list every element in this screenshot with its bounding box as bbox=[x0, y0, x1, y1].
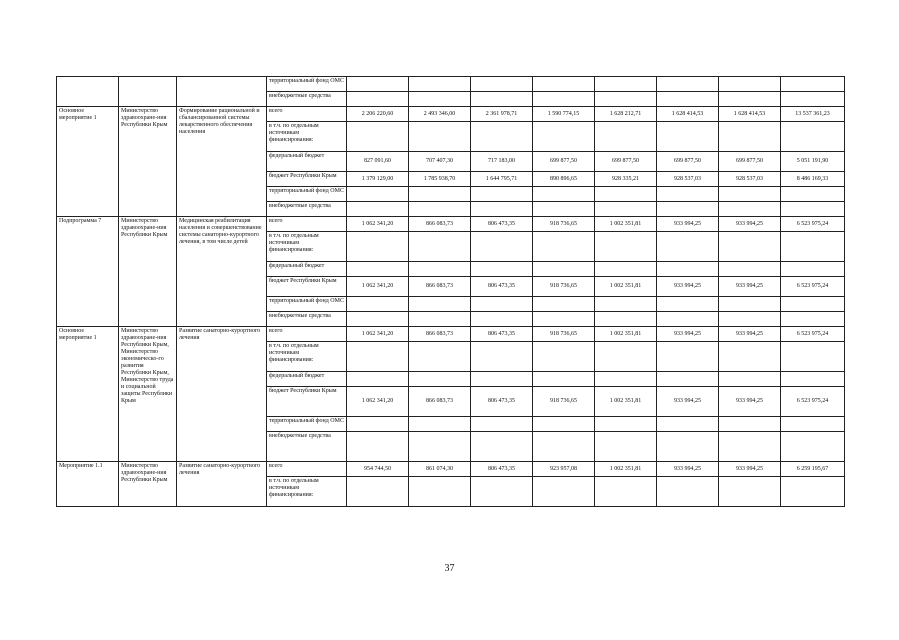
funding-source-cell: в т.ч. по отдельным источникам финансирования: bbox=[267, 342, 347, 372]
year-value-cell: 928 537,03 bbox=[719, 172, 781, 187]
year-value-cell: 918 736,65 bbox=[533, 217, 595, 232]
year-value-cell bbox=[657, 342, 719, 372]
year-value-cell: 827 091,60 bbox=[347, 152, 409, 172]
goal-cell bbox=[177, 77, 267, 107]
funding-source-cell: бюджет Республики Крым bbox=[267, 172, 347, 187]
year-value-cell bbox=[719, 122, 781, 152]
table-row bbox=[57, 107, 845, 122]
funding-source-cell: внебюджетные средства bbox=[267, 202, 347, 217]
year-value-cell bbox=[347, 77, 409, 92]
year-value-cell bbox=[409, 417, 471, 432]
year-value-cell bbox=[595, 122, 657, 152]
year-value-cell bbox=[657, 432, 719, 462]
year-value-cell: 707 407,30 bbox=[409, 152, 471, 172]
year-value-cell bbox=[657, 297, 719, 312]
year-value-cell bbox=[719, 232, 781, 262]
year-value-cell bbox=[533, 342, 595, 372]
year-value-cell bbox=[533, 187, 595, 202]
year-value-cell: 928 537,03 bbox=[657, 172, 719, 187]
year-value-cell bbox=[533, 122, 595, 152]
year-value-cell bbox=[657, 77, 719, 92]
year-value-cell bbox=[719, 77, 781, 92]
goal-cell: Развитие санаторно-курортного лечения bbox=[177, 327, 267, 462]
executor-cell: Министерство здравоохране-ния Республики Крым bbox=[119, 217, 177, 327]
year-value-cell bbox=[595, 417, 657, 432]
year-value-cell: 933 994,25 bbox=[657, 327, 719, 342]
year-value-cell: 1 590 774,15 bbox=[533, 107, 595, 122]
year-value-cell: 933 994,25 bbox=[657, 277, 719, 297]
year-value-cell: 806 473,35 bbox=[471, 462, 533, 477]
funding-source-cell: всего bbox=[267, 107, 347, 122]
year-value-cell bbox=[347, 417, 409, 432]
funding-source-cell: внебюджетные средства bbox=[267, 432, 347, 462]
year-value-cell bbox=[533, 372, 595, 387]
funding-source-cell: всего bbox=[267, 462, 347, 477]
total-value-cell: 6 523 975,24 bbox=[781, 217, 845, 232]
year-value-cell bbox=[657, 122, 719, 152]
year-value-cell bbox=[533, 312, 595, 327]
year-value-cell: 717 183,00 bbox=[471, 152, 533, 172]
year-value-cell bbox=[409, 477, 471, 507]
year-value-cell bbox=[347, 342, 409, 372]
year-value-cell: 933 994,25 bbox=[719, 387, 781, 417]
year-value-cell bbox=[533, 262, 595, 277]
year-value-cell bbox=[595, 232, 657, 262]
year-value-cell bbox=[471, 202, 533, 217]
year-value-cell bbox=[595, 342, 657, 372]
year-value-cell: 1 644 795,71 bbox=[471, 172, 533, 187]
funding-source-cell: в т.ч. по отдельным источникам финансирования: bbox=[267, 122, 347, 152]
year-value-cell: 933 994,25 bbox=[719, 462, 781, 477]
year-value-cell bbox=[347, 232, 409, 262]
year-value-cell bbox=[595, 187, 657, 202]
total-value-cell bbox=[781, 77, 845, 92]
total-value-cell bbox=[781, 372, 845, 387]
year-value-cell: 918 736,65 bbox=[533, 277, 595, 297]
year-value-cell: 1 002 351,81 bbox=[595, 327, 657, 342]
year-value-cell bbox=[595, 312, 657, 327]
year-value-cell bbox=[409, 202, 471, 217]
year-value-cell bbox=[595, 202, 657, 217]
year-value-cell: 933 994,25 bbox=[719, 277, 781, 297]
year-value-cell bbox=[657, 202, 719, 217]
year-value-cell: 1 062 341,20 bbox=[347, 217, 409, 232]
year-value-cell bbox=[719, 202, 781, 217]
year-value-cell bbox=[657, 92, 719, 107]
funding-source-cell: внебюджетные средства bbox=[267, 312, 347, 327]
total-value-cell bbox=[781, 297, 845, 312]
funding-source-cell: федеральный бюджет bbox=[267, 262, 347, 277]
year-value-cell bbox=[347, 312, 409, 327]
year-value-cell bbox=[719, 417, 781, 432]
total-value-cell bbox=[781, 262, 845, 277]
year-value-cell: 1 062 341,20 bbox=[347, 277, 409, 297]
year-value-cell: 1 062 341,20 bbox=[347, 387, 409, 417]
funding-source-cell: территориальный фонд ОМС bbox=[267, 417, 347, 432]
year-value-cell bbox=[533, 432, 595, 462]
year-value-cell: 806 473,35 bbox=[471, 387, 533, 417]
goal-cell: Формирование рациональной и сбалансированной системы лекарственного обеспечения населения bbox=[177, 107, 267, 217]
year-value-cell bbox=[347, 122, 409, 152]
year-value-cell: 933 994,25 bbox=[719, 217, 781, 232]
year-value-cell: 933 994,25 bbox=[719, 327, 781, 342]
total-value-cell bbox=[781, 92, 845, 107]
year-value-cell bbox=[595, 92, 657, 107]
year-value-cell bbox=[719, 312, 781, 327]
year-value-cell: 861 074,30 bbox=[409, 462, 471, 477]
executor-cell bbox=[119, 77, 177, 107]
year-value-cell bbox=[719, 92, 781, 107]
funding-source-cell: федеральный бюджет bbox=[267, 152, 347, 172]
year-value-cell: 866 083,73 bbox=[409, 327, 471, 342]
total-value-cell bbox=[781, 232, 845, 262]
year-value-cell bbox=[657, 187, 719, 202]
goal-cell: Развитие санаторно-курортного лечения bbox=[177, 462, 267, 507]
year-value-cell bbox=[719, 432, 781, 462]
year-value-cell: 699 877,50 bbox=[595, 152, 657, 172]
year-value-cell: 918 736,65 bbox=[533, 327, 595, 342]
table-body bbox=[57, 77, 845, 507]
year-value-cell: 1 628 414,53 bbox=[719, 107, 781, 122]
year-value-cell: 806 473,35 bbox=[471, 277, 533, 297]
year-value-cell bbox=[347, 372, 409, 387]
year-value-cell: 866 083,73 bbox=[409, 217, 471, 232]
year-value-cell: 1 002 351,81 bbox=[595, 387, 657, 417]
year-value-cell bbox=[657, 232, 719, 262]
year-value-cell: 1 785 938,70 bbox=[409, 172, 471, 187]
row-name-cell: Мероприятие 1.1 bbox=[57, 462, 119, 507]
row-name-cell: Основное мероприятие 1 bbox=[57, 107, 119, 217]
year-value-cell bbox=[595, 432, 657, 462]
row-name-cell bbox=[57, 77, 119, 107]
year-value-cell bbox=[409, 122, 471, 152]
year-value-cell: 923 957,08 bbox=[533, 462, 595, 477]
year-value-cell: 866 083,73 bbox=[409, 277, 471, 297]
year-value-cell bbox=[409, 432, 471, 462]
year-value-cell: 1 628 414,53 bbox=[657, 107, 719, 122]
year-value-cell bbox=[409, 187, 471, 202]
year-value-cell bbox=[471, 262, 533, 277]
year-value-cell: 806 473,35 bbox=[471, 217, 533, 232]
total-value-cell bbox=[781, 312, 845, 327]
total-value-cell: 6 523 975,24 bbox=[781, 387, 845, 417]
total-value-cell bbox=[781, 477, 845, 507]
funding-source-cell: бюджет Республики Крым bbox=[267, 387, 347, 417]
year-value-cell bbox=[409, 297, 471, 312]
year-value-cell bbox=[471, 372, 533, 387]
total-value-cell: 5 051 191,90 bbox=[781, 152, 845, 172]
year-value-cell bbox=[409, 262, 471, 277]
total-value-cell: 6 523 975,24 bbox=[781, 327, 845, 342]
year-value-cell: 1 002 351,81 bbox=[595, 217, 657, 232]
year-value-cell bbox=[471, 477, 533, 507]
total-value-cell: 6 523 975,24 bbox=[781, 277, 845, 297]
year-value-cell bbox=[719, 262, 781, 277]
funding-source-cell: бюджет Республики Крым bbox=[267, 277, 347, 297]
year-value-cell: 699 877,50 bbox=[719, 152, 781, 172]
year-value-cell bbox=[347, 187, 409, 202]
year-value-cell bbox=[347, 432, 409, 462]
total-value-cell bbox=[781, 342, 845, 372]
year-value-cell bbox=[471, 417, 533, 432]
year-value-cell bbox=[347, 297, 409, 312]
year-value-cell: 2 206 220,60 bbox=[347, 107, 409, 122]
table-row bbox=[57, 217, 845, 232]
year-value-cell bbox=[657, 262, 719, 277]
total-value-cell: 13 537 361,23 bbox=[781, 107, 845, 122]
year-value-cell: 1 062 341,20 bbox=[347, 327, 409, 342]
year-value-cell bbox=[409, 232, 471, 262]
year-value-cell: 699 877,50 bbox=[657, 152, 719, 172]
year-value-cell: 933 994,25 bbox=[657, 387, 719, 417]
funding-source-cell: в т.ч. по отдельным источникам финансирования: bbox=[267, 232, 347, 262]
year-value-cell: 2 493 346,00 bbox=[409, 107, 471, 122]
funding-source-cell: территориальный фонд ОМС bbox=[267, 77, 347, 92]
year-value-cell bbox=[595, 77, 657, 92]
year-value-cell bbox=[471, 92, 533, 107]
year-value-cell bbox=[533, 92, 595, 107]
budget-table bbox=[56, 76, 845, 507]
year-value-cell: 1 002 351,81 bbox=[595, 277, 657, 297]
table-row bbox=[57, 327, 845, 342]
year-value-cell bbox=[471, 432, 533, 462]
year-value-cell bbox=[471, 342, 533, 372]
year-value-cell bbox=[409, 77, 471, 92]
year-value-cell bbox=[409, 342, 471, 372]
funding-source-cell: в т.ч. по отдельным источникам финансирования: bbox=[267, 477, 347, 507]
year-value-cell: 890 896,65 bbox=[533, 172, 595, 187]
year-value-cell: 1 628 212,71 bbox=[595, 107, 657, 122]
row-name-cell: Подпрограмма 7 bbox=[57, 217, 119, 327]
year-value-cell: 699 877,50 bbox=[533, 152, 595, 172]
year-value-cell bbox=[471, 312, 533, 327]
year-value-cell: 806 473,35 bbox=[471, 327, 533, 342]
goal-cell: Медицинская реабилитация населения и совершенствование системы санаторно-курортного лечения, в том числе детей bbox=[177, 217, 267, 327]
year-value-cell bbox=[347, 92, 409, 107]
total-value-cell: 6 259 195,67 bbox=[781, 462, 845, 477]
year-value-cell bbox=[409, 312, 471, 327]
executor-cell: Министерство здравоохране-ния Республики Крым bbox=[119, 462, 177, 507]
year-value-cell bbox=[471, 122, 533, 152]
year-value-cell: 1 379 129,00 bbox=[347, 172, 409, 187]
total-value-cell bbox=[781, 202, 845, 217]
year-value-cell bbox=[471, 77, 533, 92]
year-value-cell bbox=[533, 417, 595, 432]
year-value-cell bbox=[347, 262, 409, 277]
year-value-cell bbox=[471, 297, 533, 312]
funding-source-cell: внебюджетные средства bbox=[267, 92, 347, 107]
year-value-cell bbox=[471, 232, 533, 262]
total-value-cell: 8 486 169,33 bbox=[781, 172, 845, 187]
total-value-cell bbox=[781, 122, 845, 152]
year-value-cell bbox=[719, 187, 781, 202]
year-value-cell bbox=[719, 342, 781, 372]
year-value-cell: 866 083,73 bbox=[409, 387, 471, 417]
year-value-cell bbox=[657, 417, 719, 432]
year-value-cell bbox=[533, 477, 595, 507]
year-value-cell bbox=[595, 262, 657, 277]
year-value-cell bbox=[657, 312, 719, 327]
year-value-cell bbox=[657, 372, 719, 387]
table-row bbox=[57, 462, 845, 477]
year-value-cell bbox=[533, 297, 595, 312]
year-value-cell bbox=[719, 372, 781, 387]
funding-source-cell: федеральный бюджет bbox=[267, 372, 347, 387]
funding-source-cell: территориальный фонд ОМС bbox=[267, 187, 347, 202]
year-value-cell bbox=[533, 202, 595, 217]
year-value-cell bbox=[533, 232, 595, 262]
year-value-cell: 918 736,65 bbox=[533, 387, 595, 417]
year-value-cell: 928 335,21 bbox=[595, 172, 657, 187]
year-value-cell: 954 744,50 bbox=[347, 462, 409, 477]
year-value-cell: 933 994,25 bbox=[657, 462, 719, 477]
year-value-cell: 2 361 978,71 bbox=[471, 107, 533, 122]
year-value-cell: 933 994,25 bbox=[657, 217, 719, 232]
year-value-cell bbox=[347, 477, 409, 507]
total-value-cell bbox=[781, 417, 845, 432]
year-value-cell bbox=[719, 297, 781, 312]
year-value-cell bbox=[533, 77, 595, 92]
funding-source-cell: всего bbox=[267, 327, 347, 342]
year-value-cell bbox=[409, 92, 471, 107]
row-name-cell: Основное мероприятие 1 bbox=[57, 327, 119, 462]
total-value-cell bbox=[781, 187, 845, 202]
executor-cell: Министерство здравоохране-ния Республики Крым bbox=[119, 107, 177, 217]
total-value-cell bbox=[781, 432, 845, 462]
table-row bbox=[57, 77, 845, 92]
year-value-cell bbox=[595, 297, 657, 312]
year-value-cell bbox=[657, 477, 719, 507]
year-value-cell bbox=[595, 477, 657, 507]
year-value-cell bbox=[347, 202, 409, 217]
funding-source-cell: всего bbox=[267, 217, 347, 232]
year-value-cell bbox=[409, 372, 471, 387]
executor-cell: Министерство здравоохране-ния Республики Крым, Министерство экономическо-го развития Республики Крым, Министерство труда и социальной защиты Республики Крым bbox=[119, 327, 177, 462]
year-value-cell: 1 002 351,81 bbox=[595, 462, 657, 477]
year-value-cell bbox=[719, 477, 781, 507]
funding-source-cell: территориальный фонд ОМС bbox=[267, 297, 347, 312]
page-number: 37 bbox=[444, 563, 455, 574]
year-value-cell bbox=[595, 372, 657, 387]
year-value-cell bbox=[471, 187, 533, 202]
